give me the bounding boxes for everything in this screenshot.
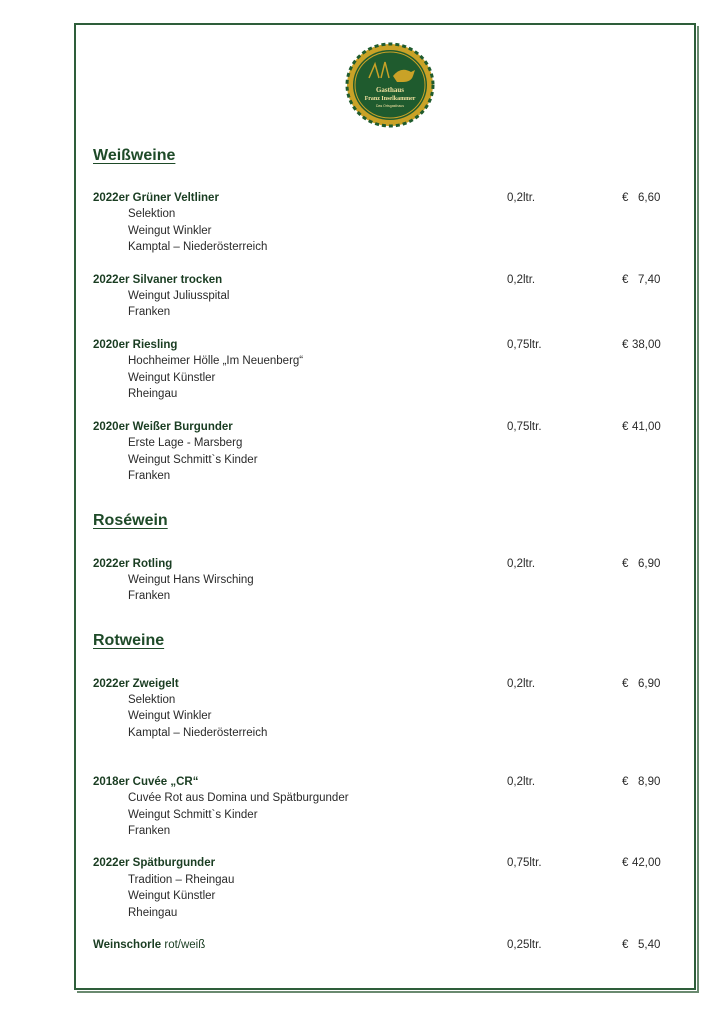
wine-detail: Selektion — [128, 208, 176, 220]
wine-volume: 0,2ltr. — [507, 558, 536, 570]
wine-detail: Weingut Winkler — [128, 710, 212, 722]
wine-price: 6,90 — [638, 678, 661, 690]
schorle-volume: 0,25ltr. — [507, 939, 542, 951]
wine-detail: Franken — [128, 306, 171, 318]
wine-name: 2022er Rotling — [93, 558, 173, 570]
wine-detail: Weingut Winkler — [128, 225, 212, 237]
price-currency: € — [622, 939, 629, 951]
wine-price: 6,60 — [638, 192, 661, 204]
schorle-price: 5,40 — [638, 939, 661, 951]
logo-line2: Franz Inselkammer — [364, 96, 416, 102]
wine-price: 38,00 — [632, 339, 661, 351]
wine-name: 2020er Weißer Burgunder — [93, 421, 233, 433]
wine-detail: Weingut Künstler — [128, 372, 216, 384]
wine-price: 8,90 — [638, 776, 661, 788]
wine-detail: Franken — [128, 590, 171, 602]
wine-price: 41,00 — [632, 421, 661, 433]
wine-name: 2018er Cuvée „CR“ — [93, 776, 199, 788]
wine-detail: Weingut Juliusspital — [128, 290, 230, 302]
wine-name: 2022er Zweigelt — [93, 678, 179, 690]
wine-detail: Weingut Schmitt`s Kinder — [128, 454, 258, 466]
wine-price: 6,90 — [638, 558, 661, 570]
price-currency: € — [622, 274, 629, 286]
section-title-red: Rotweine — [93, 632, 165, 649]
schorle-name-rest: rot/weiß — [161, 939, 206, 951]
wine-detail: Erste Lage - Marsberg — [128, 437, 243, 449]
price-currency: € — [622, 678, 629, 690]
wine-detail: Franken — [128, 470, 171, 482]
wine-detail: Kamptal – Niederösterreich — [128, 241, 268, 253]
wine-name: 2022er Silvaner trocken — [93, 274, 223, 286]
wine-name: 2022er Grüner Veltliner — [93, 192, 219, 204]
menu-frame-shadow — [77, 26, 699, 993]
wine-price: 7,40 — [638, 274, 661, 286]
schorle-name — [93, 939, 205, 951]
section-title-white: Weißweine — [93, 147, 176, 164]
section-title-rose: Roséwein — [93, 512, 168, 529]
wine-name: 2022er Spätburgunder — [93, 857, 216, 869]
wine-detail: Weingut Schmitt`s Kinder — [128, 809, 258, 821]
wine-volume: 0,2ltr. — [507, 274, 536, 286]
price-currency: € — [622, 421, 629, 433]
wine-volume: 0,75ltr. — [507, 421, 542, 433]
gasthaus-logo — [345, 42, 435, 128]
price-currency: € — [622, 192, 629, 204]
wine-volume: 0,2ltr. — [507, 678, 536, 690]
price-currency: € — [622, 558, 629, 570]
wine-volume: 0,2ltr. — [507, 776, 536, 788]
wine-volume: 0,75ltr. — [507, 857, 542, 869]
wine-price: 42,00 — [632, 857, 661, 869]
wine-detail: Cuvée Rot aus Domina und Spätburgunder — [128, 792, 349, 804]
wine-detail: Hochheimer Hölle „Im Neuenberg“ — [128, 355, 304, 367]
wine-detail: Kamptal – Niederösterreich — [128, 727, 268, 739]
logo-line3: Das Ortsgasthaus — [375, 104, 405, 108]
wine-detail: Weingut Hans Wirsching — [128, 574, 254, 586]
price-currency: € — [622, 857, 629, 869]
logo-line1: Gasthaus — [375, 86, 405, 94]
wine-detail: Weingut Künstler — [128, 890, 216, 902]
price-currency: € — [622, 776, 629, 788]
wine-detail: Rheingau — [128, 907, 178, 919]
wine-volume: 0,2ltr. — [507, 192, 536, 204]
schorle-name-bold: Weinschorle — [93, 939, 162, 951]
wine-detail: Rheingau — [128, 388, 178, 400]
wine-name: 2020er Riesling — [93, 339, 178, 351]
wine-detail: Franken — [128, 825, 171, 837]
wine-detail: Selektion — [128, 694, 176, 706]
price-currency: € — [622, 339, 629, 351]
wine-volume: 0,75ltr. — [507, 339, 542, 351]
wine-detail: Tradition – Rheingau — [128, 874, 235, 886]
